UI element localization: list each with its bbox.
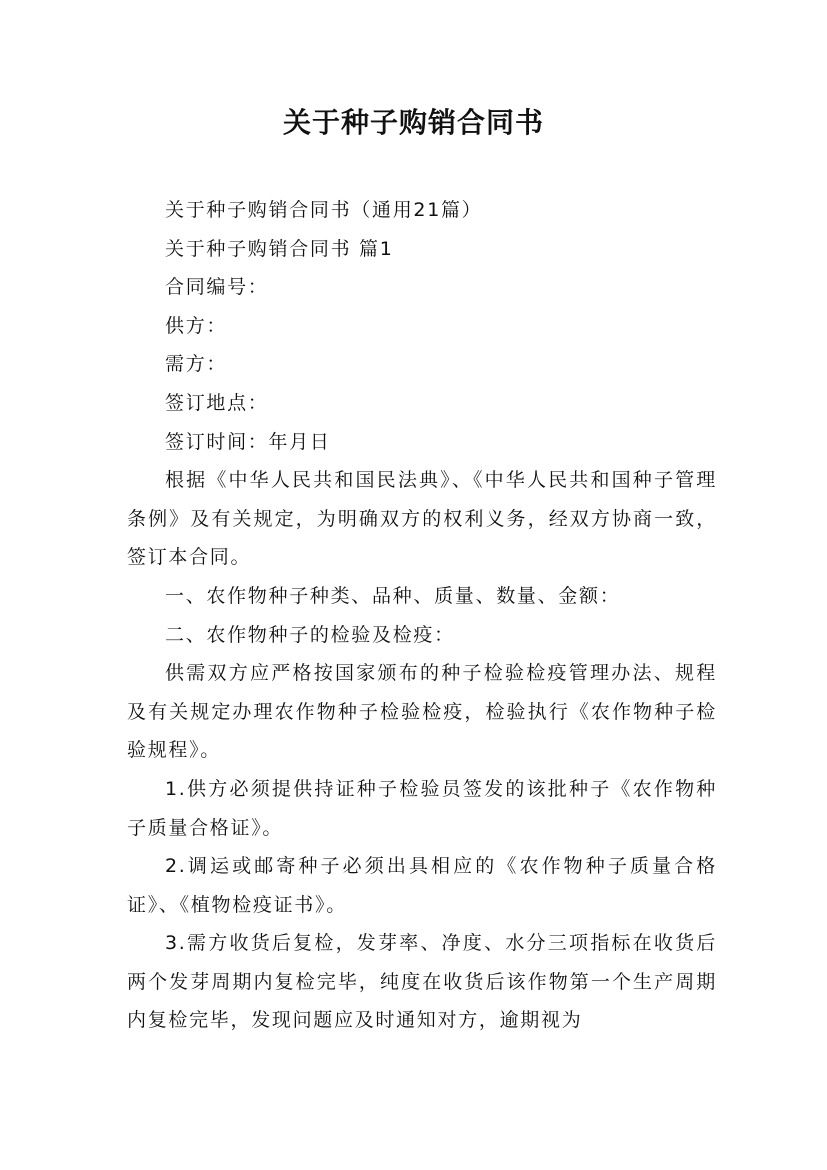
paragraph-clause-2: 二、农作物种子的检验及检疫：	[165, 623, 455, 646]
paragraph-item-1: 1.供方必须提供持证种子检验员签发的该批种子《农作物种子质量合格证》。	[127, 777, 717, 839]
paragraph-section-heading: 关于种子购销合同书 篇1	[165, 237, 394, 260]
paragraph-buyer: 需方：	[165, 353, 228, 376]
paragraph-signing-place: 签订地点：	[165, 391, 269, 414]
paragraph-signing-time: 签订时间：年月日	[165, 430, 331, 453]
paragraph-doc-subtitle: 关于种子购销合同书（通用21篇）	[165, 199, 483, 221]
document-title: 关于种子购销合同书	[282, 106, 544, 139]
document-body	[127, 191, 717, 1040]
paragraph-supplier: 供方：	[165, 314, 228, 337]
paragraph-legal-basis: 根据《中华人民共和国民法典》、《中华人民共和国种子管理条例》及有关规定，为明确双方的权利义务，经双方协商一致，签订本合同。	[127, 469, 717, 569]
paragraph-clause-1: 一、农作物种子种类、品种、质量、数量、金额：	[165, 584, 621, 607]
paragraph-item-3: 3.需方收货后复检，发芽率、净度、水分三项指标在收货后两个发芽周期内复检完毕，纯度在收货后该作物第一个生产周期内复检完毕，发现问题应及时通知对方，逾期视为	[127, 932, 717, 1032]
paragraph-item-2: 2.调运或邮寄种子必须出具相应的《农作物种子质量合格证》、《植物检疫证书》。	[127, 855, 717, 916]
paragraph-inspection-rules: 供需双方应严格按国家颁布的种子检验检疫管理办法、规程及有关规定办理农作物种子检验检疫，检验执行《农作物种子检验规程》。	[127, 662, 717, 762]
paragraph-contract-number: 合同编号：	[165, 276, 269, 299]
